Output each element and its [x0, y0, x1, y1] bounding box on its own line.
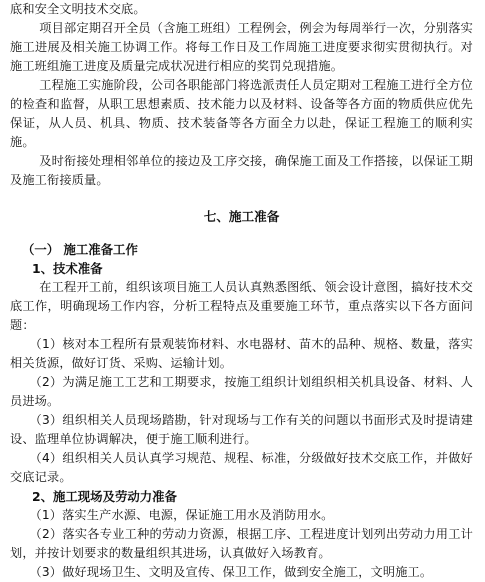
- spacer: [10, 226, 473, 240]
- paragraph-handover: 及时衔接处理相邻单位的接边及工序交接，确保施工面及工作搭接，以保证工期及施工衔接质量。: [10, 154, 473, 187]
- list-item: （3）组织相关人员现场踏勘，针对现场与工作有关的问题以书面形式及时提请建设、监理单位协调解决，便于施工顺利进行。: [10, 413, 473, 446]
- list-item: （1）落实生产水源、电源，保证施工用水及消防用水。: [29, 508, 334, 522]
- list-item: （3）做好现场卫生、文明及宣传、保卫工作，做到安全施工，文明施工。: [29, 565, 433, 579]
- paragraph-continuation: 底和安全文明技术交底。: [10, 2, 146, 16]
- list-item: （2）为满足施工工艺和工期要求，按施工组织计划组织相关机具设备、材料、人员进场。: [10, 375, 473, 408]
- paragraph-supervision: 工程施工实施阶段，公司各职能部门将选派责任人员定期对工程施工进行全方位的检查和监督，从职工思想素质、技术能力以及材料、设备等各方面的物质供应优先保证，从人员、机具、物质、技术装备等各方面全力以赴，保证工程施工的顺利实施。: [10, 78, 473, 149]
- list-item: （2）落实各专业工种的劳动力资源，根据工序、工程进度计划列出劳动力用工计划，并按计划要求的数量组织其进场，认真做好入场教育。: [10, 527, 473, 560]
- list-item: （1）核对本工程所有景观装饰材料、水电器材、苗木的品种、规格、数量，落实相关货源，做好订货、采购、运输计划。: [10, 337, 473, 370]
- tech-prep-title: 1、技术准备: [32, 261, 103, 276]
- subsection-title: （一） 施工准备工作: [22, 242, 138, 257]
- paragraph-weekly-meeting: 项目部定期召开全员（含施工班组）工程例会，例会为每周举行一次，分别落实施工进展及相关施工协调工作。将每工作日及工作周施工进度要求彻实贯彻执行。对施工班组施工进度及质量完成状况进行相应的奖罚兑现措施。: [10, 21, 473, 73]
- site-prep-title: 2、施工现场及劳动力准备: [32, 489, 177, 504]
- list-item: （4）组织相关人员认真学习规范、规程、标准，分级做好技术交底工作，并做好交底记录。: [10, 451, 473, 484]
- spacer: [10, 190, 473, 207]
- section-title: 七、施工准备: [203, 209, 280, 224]
- tech-prep-intro: 在工程开工前，组织该项目施工人员认真熟悉图纸、领会设计意图，搞好技术交底工作，明确现场工作内容，分析工程特点及重要施工环节，重点落实以下各方面问题：: [10, 280, 473, 332]
